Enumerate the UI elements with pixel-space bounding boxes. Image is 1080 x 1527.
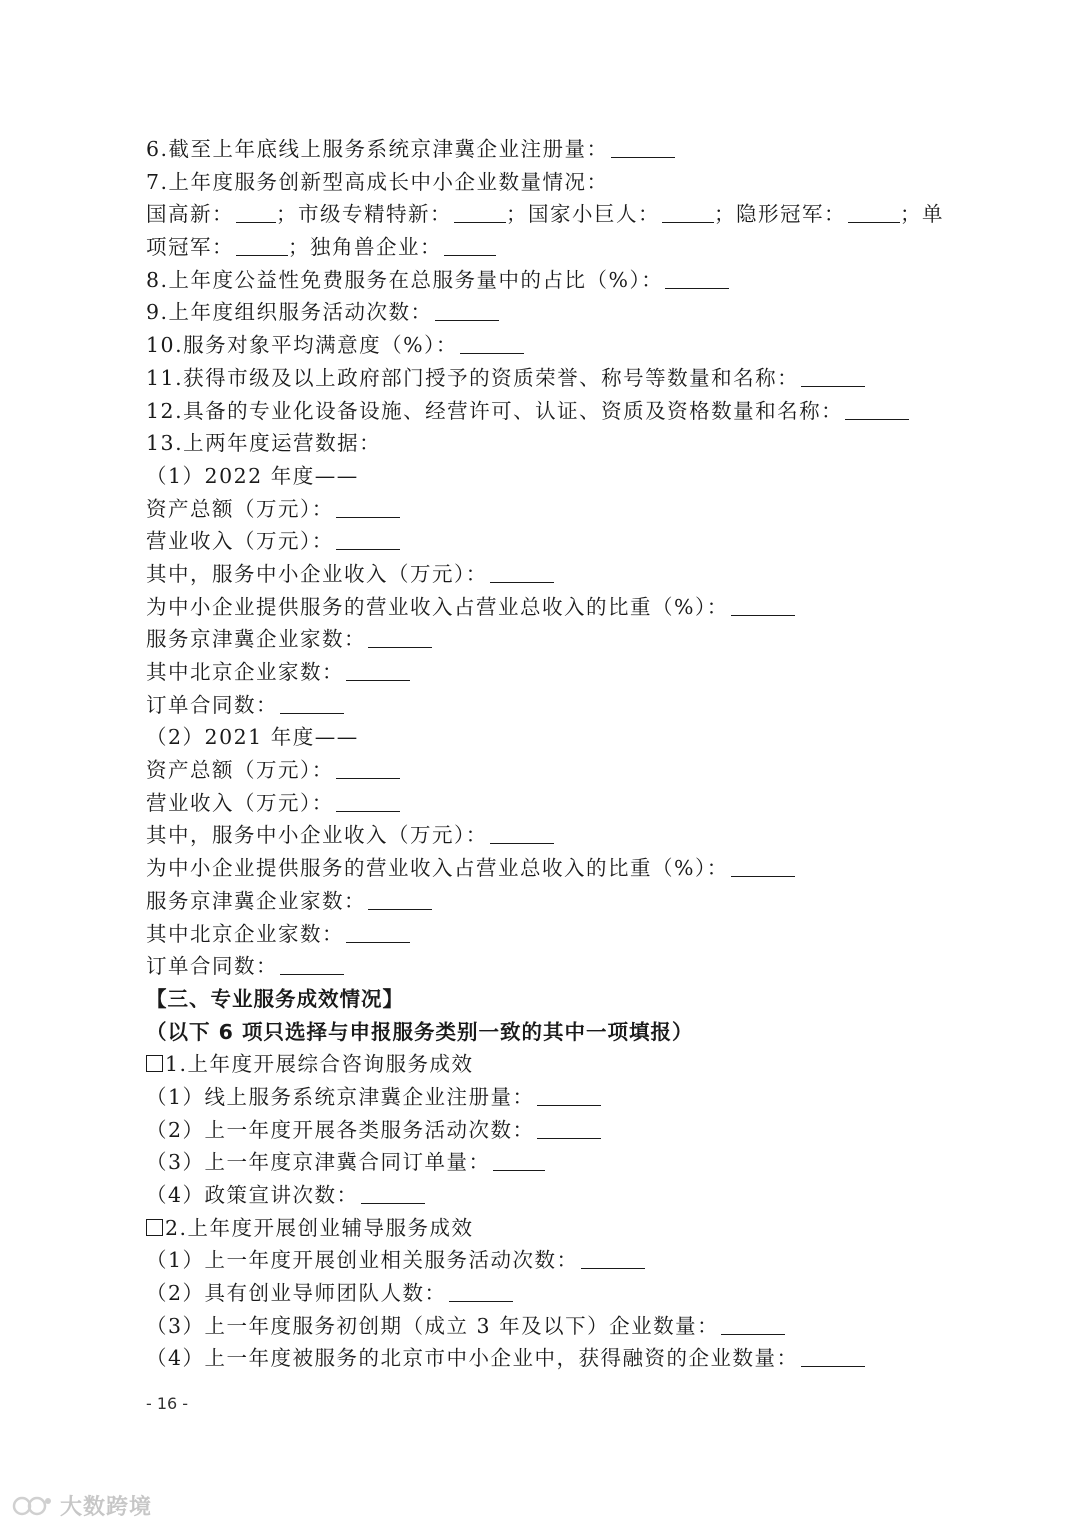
document-body — [146, 133, 956, 1375]
option-2 — [146, 1212, 956, 1245]
label: 【三、专业服务成效情况】 — [146, 986, 404, 1011]
row-orders-2022 — [146, 689, 956, 722]
label: （3）上一年度京津冀合同订单量： — [146, 1150, 491, 1175]
blank-field[interactable] — [336, 758, 400, 779]
label: 其中，服务中小企业收入（万元）： — [146, 561, 488, 586]
blank-field[interactable] — [454, 202, 506, 223]
option-1 — [146, 1048, 956, 1081]
item-11 — [146, 362, 956, 395]
item-8 — [146, 264, 956, 297]
blank-field[interactable] — [368, 889, 432, 910]
checkbox[interactable] — [146, 1055, 163, 1072]
blank-field[interactable] — [435, 300, 499, 321]
blank-field[interactable] — [346, 660, 410, 681]
year-2021-heading — [146, 721, 956, 754]
row-assets-2021 — [146, 754, 956, 787]
label: （2）2021 年度—— — [146, 725, 359, 750]
label: 服务京津冀企业家数： — [146, 888, 366, 913]
blank-field[interactable] — [368, 627, 432, 648]
blank-field[interactable] — [490, 562, 554, 583]
item-6 — [146, 133, 956, 166]
label: 1.上年度开展综合咨询服务成效 — [165, 1052, 474, 1077]
label: 订单合同数： — [146, 954, 278, 979]
row-revenue-2022 — [146, 525, 956, 558]
option-2-row-3 — [146, 1310, 956, 1343]
section-3-note — [146, 1016, 956, 1049]
label: （2）上一年度开展各类服务活动次数： — [146, 1117, 535, 1142]
row-bj-2021 — [146, 918, 956, 951]
label: （2）具有创业导师团队人数： — [146, 1281, 447, 1306]
option-2-row-2 — [146, 1277, 956, 1310]
label: （4）政策宣讲次数： — [146, 1183, 359, 1208]
label: 国高新： — [146, 202, 234, 227]
watermark-text: 大数跨境 — [60, 1495, 153, 1520]
label: 13.上两年度运营数据： — [146, 431, 382, 456]
watermark — [12, 1490, 152, 1521]
label: 资产总额（万元）： — [146, 496, 334, 521]
label: 资产总额（万元）： — [146, 758, 334, 783]
row-ratio-2022 — [146, 591, 956, 624]
label: 其中，服务中小企业收入（万元）： — [146, 823, 488, 848]
blank-field[interactable] — [665, 268, 729, 289]
row-ratio-2021 — [146, 852, 956, 885]
blank-field[interactable] — [361, 1183, 425, 1204]
blank-field[interactable] — [280, 693, 344, 714]
label: 其中北京企业家数： — [146, 660, 344, 685]
label: 为中小企业提供服务的营业收入占营业总收入的比重（%）： — [146, 856, 729, 881]
row-sme-rev-2022 — [146, 558, 956, 591]
label: （1）2022 年度—— — [146, 463, 359, 488]
row-jjj-2022 — [146, 623, 956, 656]
option-1-row-2 — [146, 1114, 956, 1147]
label: 服务京津冀企业家数： — [146, 627, 366, 652]
blank-field[interactable] — [611, 137, 675, 158]
item-12 — [146, 395, 956, 428]
page-number: - 16 - — [146, 1394, 189, 1413]
row-assets-2022 — [146, 493, 956, 526]
row-sme-rev-2021 — [146, 819, 956, 852]
blank-field[interactable] — [236, 235, 288, 256]
blank-field[interactable] — [845, 399, 909, 420]
blank-field[interactable] — [336, 791, 400, 812]
blank-field[interactable] — [721, 1314, 785, 1335]
label: ；独角兽企业： — [288, 235, 442, 260]
label: 为中小企业提供服务的营业收入占营业总收入的比重（%）： — [146, 594, 729, 619]
option-2-row-4 — [146, 1342, 956, 1375]
blank-field[interactable] — [490, 823, 554, 844]
option-1-row-1 — [146, 1081, 956, 1114]
label: 9.上年度组织服务活动次数： — [146, 300, 433, 325]
label: 营业收入（万元）： — [146, 529, 334, 554]
label: 订单合同数： — [146, 692, 278, 717]
section-3-title — [146, 983, 956, 1016]
item-7-detail-1 — [146, 198, 956, 263]
blank-field[interactable] — [801, 1346, 865, 1367]
option-1-row-3 — [146, 1146, 956, 1179]
label: （以下 6 项只选择与申报服务类别一致的其中一项填报） — [146, 1019, 694, 1044]
label: 12.具备的专业化设备设施、经营许可、认证、资质及资格数量和名称： — [146, 398, 844, 423]
item-9 — [146, 296, 956, 329]
blank-field[interactable] — [336, 497, 400, 518]
label: 8.上年度公益性免费服务在总服务量中的占比（%）： — [146, 267, 664, 292]
label: ；国家小巨人： — [506, 202, 660, 227]
row-jjj-2021 — [146, 885, 956, 918]
blank-field[interactable] — [848, 202, 900, 223]
year-2022-heading — [146, 460, 956, 493]
label: 11.获得市级及以上政府部门授予的资质荣誉、称号等数量和名称： — [146, 365, 800, 390]
row-bj-2022 — [146, 656, 956, 689]
label: 其中北京企业家数： — [146, 921, 344, 946]
blank-field[interactable] — [336, 529, 400, 550]
label: ；单项冠军： — [146, 202, 944, 260]
label: （1）线上服务系统京津冀企业注册量： — [146, 1084, 535, 1109]
item-13 — [146, 427, 956, 460]
blank-field[interactable] — [460, 333, 524, 354]
blank-field[interactable] — [236, 202, 276, 223]
item-7-label: 7.上年度服务创新型高成长中小企业数量情况： — [146, 169, 609, 194]
label: ；隐形冠军： — [714, 202, 846, 227]
option-2-row-1 — [146, 1244, 956, 1277]
label: 10.服务对象平均满意度（%）： — [146, 333, 458, 358]
label: （3）上一年度服务初创期（成立 3 年及以下）企业数量： — [146, 1313, 720, 1338]
blank-field[interactable] — [346, 922, 410, 943]
blank-field[interactable] — [537, 1118, 601, 1139]
watermark-logo-icon — [12, 1493, 54, 1519]
blank-field[interactable] — [444, 235, 496, 256]
blank-field[interactable] — [801, 366, 865, 387]
option-1-row-4 — [146, 1179, 956, 1212]
blank-field[interactable] — [662, 202, 714, 223]
label: 营业收入（万元）： — [146, 790, 334, 815]
item-6-label: 6.截至上年底线上服务系统京津冀企业注册量： — [146, 137, 609, 161]
checkbox[interactable] — [146, 1219, 163, 1236]
blank-field[interactable] — [493, 1150, 545, 1171]
blank-field[interactable] — [731, 856, 795, 877]
label: ；市级专精特新： — [276, 202, 452, 227]
label: 2.上年度开展创业辅导服务成效 — [165, 1215, 474, 1240]
row-orders-2021 — [146, 950, 956, 983]
row-revenue-2021 — [146, 787, 956, 820]
label: （4）上一年度被服务的北京市中小企业中，获得融资的企业数量： — [146, 1346, 799, 1371]
blank-field[interactable] — [449, 1281, 513, 1302]
blank-field[interactable] — [537, 1085, 601, 1106]
blank-field[interactable] — [731, 595, 795, 616]
item-7 — [146, 166, 956, 199]
item-10 — [146, 329, 956, 362]
blank-field[interactable] — [280, 954, 344, 975]
label: （1）上一年度开展创业相关服务活动次数： — [146, 1248, 579, 1273]
blank-field[interactable] — [581, 1248, 645, 1269]
